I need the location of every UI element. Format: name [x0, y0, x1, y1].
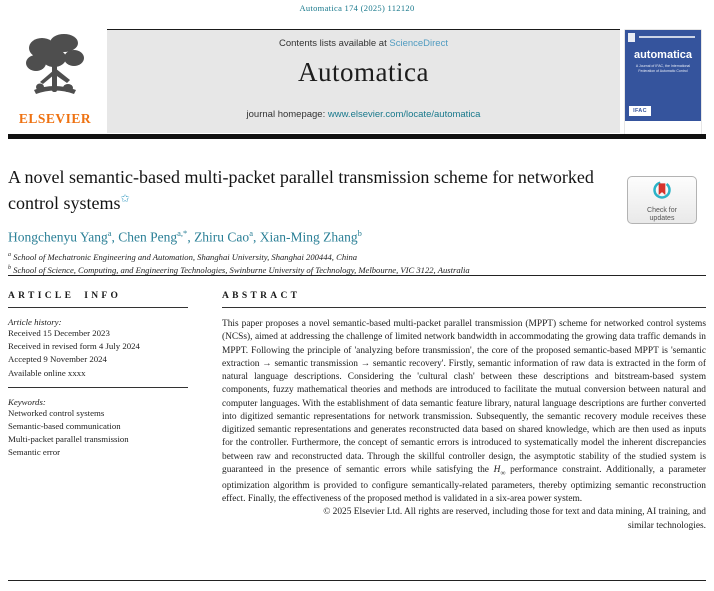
abstract-heading-rule [222, 307, 706, 308]
section-top-rule [8, 275, 706, 276]
keyword-item: Semantic error [8, 447, 61, 458]
keyword-item: Networked control systems [8, 407, 105, 418]
homepage-line [107, 109, 620, 120]
header-divider-rule [8, 134, 706, 139]
keyword-item: Multi-packet parallel transmission [8, 434, 129, 445]
keywords-label: Keywords: [8, 396, 46, 407]
article-info-heading: ARTICLE INFO [8, 291, 122, 301]
author-name: Hongchenyu Yang [8, 229, 108, 245]
homepage-url-link[interactable]: www.elsevier.com/locate/automatica [327, 109, 481, 120]
journal-cover-thumbnail [625, 30, 701, 134]
abstract-column [222, 291, 706, 533]
cover-volume-line [639, 36, 695, 38]
title-footnote-star[interactable]: ✩ [120, 193, 130, 205]
affiliation-text: School of Mechatronic Engineering and Automation, Shanghai University, Shanghai 200444, China [11, 251, 358, 262]
elsevier-logo-text: ELSEVIER [18, 111, 92, 126]
contents-prefix: Contents lists available at [279, 38, 390, 49]
keyword-lines [8, 407, 206, 460]
abstract-text-part1: This paper proposes a novel semantic-based multi-packet parallel transmission (MPPT) scheme for networked control systems (NCSs), aimed at addressing the challenge of limited network bandwidth in accommodating the growing data traffic demands in MPPT. Following the principle of 'analyzing before transmission', the core of the proposed semantic-based MPPT is 'semantic extraction → semantic transmission → semantic recovery'. Firstly, semantic information of raw data is extracted in the form of natural language descriptions. Considering the 'cultural clash' between these descriptions and bitstream-based system components, fuzzy mathematical theories and methods are introduced to facilitate the mutual conversion between natural and computer languages. With the establishment of data semantic feature library, natural language descriptions are further converted into digitized semantic representations for network transmission. Subsequently, the semantic recovery module receives these digitized semantic representations and generates reconstructed data based on shared knowledge, which are then used as inputs for the controller. Furthermore, the concept of semantic errors is introduced to systematically model the inherent discrepancies between raw and reconstructed data. Through the skillful controller design, the asymptotic stability of the studied system is guaranteed in the presence of semantic errors while satisfying the [222, 319, 706, 475]
journal-header-box [107, 29, 620, 133]
affiliation-line [8, 250, 708, 263]
affiliation-mark: a [8, 252, 11, 258]
copyright-notice [222, 506, 706, 533]
cover-title: automatica [633, 49, 693, 61]
author-name: Zhiru Cao [194, 229, 250, 245]
article-info-heading-rule [8, 307, 188, 308]
author-affil-mark[interactable]: b [357, 228, 362, 238]
history-item: Received 15 December 2023 [8, 328, 110, 338]
article-history-label: Article history: [8, 317, 62, 327]
article-info-column [8, 291, 206, 460]
abstract-text-part2: performance constraint. Additionally, a parameter optimization algorithm is provided to configure semantically-related parameters, thereby optimizing semantic reconstruction effect. Finally, the effectiveness of the proposed method is validated in a six-area power system. [222, 464, 707, 505]
history-item: Received in revised form 4 July 2024 [8, 341, 140, 352]
article-title-text: A novel semantic-based multi-packet parallel transmission scheme for networked control systems [8, 167, 594, 213]
badge-label [628, 207, 696, 223]
affiliation-list [8, 250, 708, 275]
badge-label-line1: Check for [647, 207, 677, 214]
author-name: Chen Peng [118, 229, 178, 245]
history-item: Accepted 9 November 2024 [8, 354, 107, 365]
badge-label-line2: updates [649, 215, 675, 222]
sciencedirect-link[interactable]: ScienceDirect [389, 38, 448, 49]
affiliation-mark: b [8, 264, 11, 271]
author-separator: , [111, 229, 119, 245]
journal-name: Automatica [298, 57, 429, 87]
contents-line [107, 38, 620, 49]
cover-corner-mark [628, 33, 635, 42]
page-citation: Automatica 174 (2025) 112120 [299, 3, 415, 13]
author-affil-mark[interactable]: a,* [177, 228, 188, 238]
copyright-line2: similar technologies. [627, 520, 706, 531]
author-separator: , [187, 229, 195, 245]
author-separator: , [252, 229, 260, 245]
crossmark-icon [652, 180, 672, 200]
footer-rule [8, 580, 706, 581]
ifac-logo: IFAC [629, 106, 651, 116]
author-affil-mark[interactable]: a [249, 228, 253, 238]
author-name: Xian-Ming Zhang [259, 229, 358, 245]
article-info-divider [8, 387, 188, 388]
elsevier-tree-icon [24, 30, 86, 110]
cover-background [625, 30, 701, 121]
check-for-updates-badge[interactable] [627, 176, 697, 224]
affiliation-line [8, 263, 708, 276]
author-affil-mark[interactable]: a [107, 228, 112, 238]
article-history-lines [8, 327, 206, 380]
article-title [8, 164, 620, 216]
history-item: Available online xxxx [8, 367, 86, 378]
copyright-line1: © 2025 Elsevier Ltd. All rights are reserved, including those for text and data mining, AI training, and [323, 507, 706, 518]
h-infinity-symbol: H [493, 464, 501, 475]
h-infinity-subscript: ∞ [500, 468, 506, 477]
abstract-paragraph [222, 318, 706, 506]
cover-subtitle: A Journal of IFAC, the International Federation of Automatic Control [635, 64, 691, 73]
homepage-prefix: journal homepage: [246, 109, 328, 120]
elsevier-logo [10, 30, 100, 133]
affiliation-text: School of Science, Computing, and Engineering Technologies, Swinburne University of Technology, Melbourne, VIC 3122, Australia [11, 264, 470, 275]
author-list [8, 228, 648, 246]
keyword-item: Semantic-based communication [8, 421, 121, 432]
abstract-heading: ABSTRACT [222, 291, 301, 301]
